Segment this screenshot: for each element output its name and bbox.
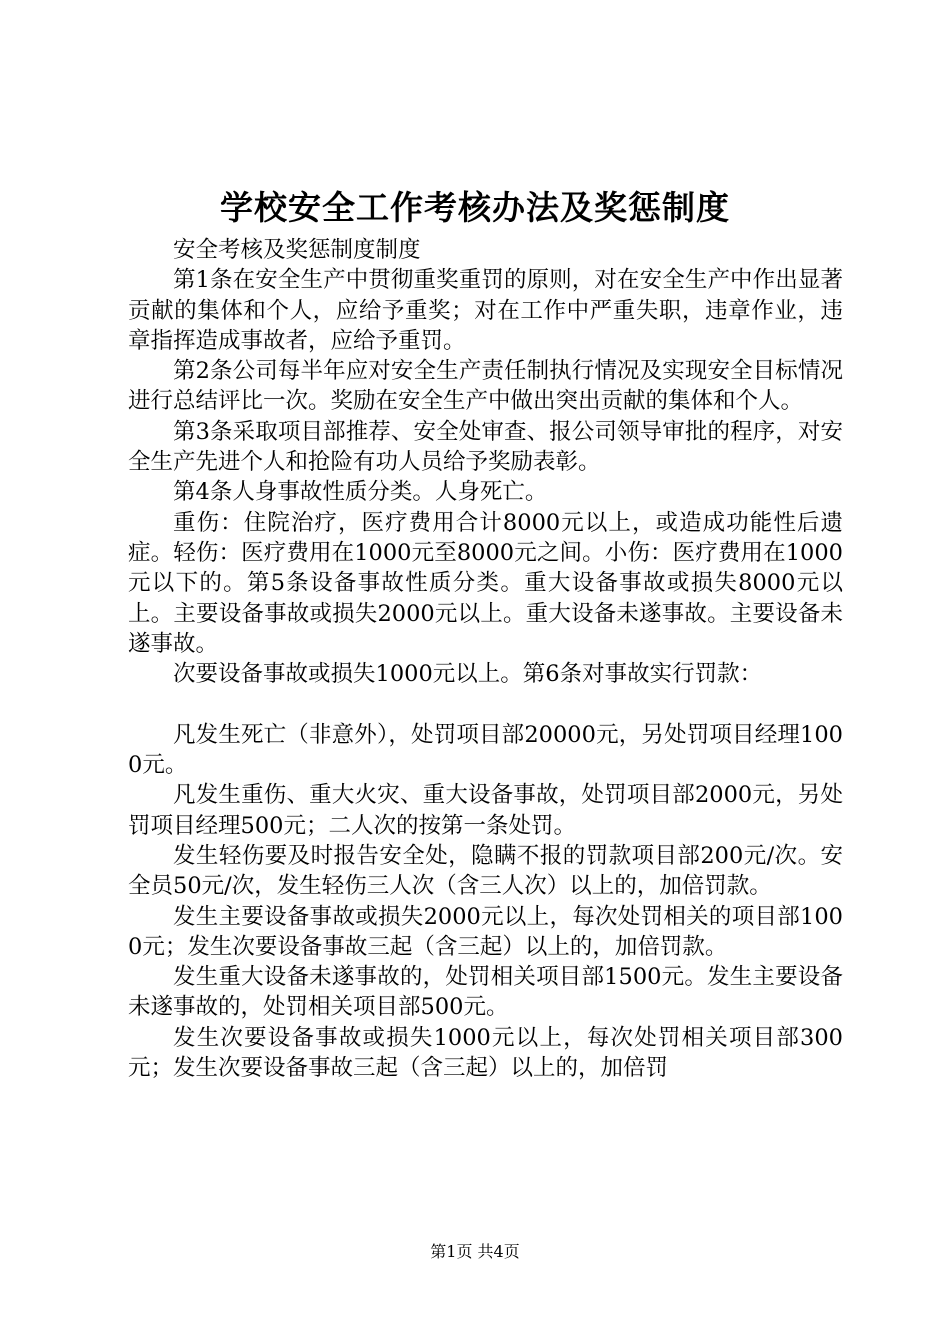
paragraph-penalty-death: 凡发生死亡（非意外），处罚项目部20000元，另处罚项目经理1000元。 [128,721,843,779]
document-title: 学校安全工作考核办法及奖惩制度 [220,188,730,227]
paragraph-penalty-near-miss: 发生重大设备未遂事故的，处罚相关项目部1500元。发生主要设备未遂事故的，处罚相关项目部500元。 [128,964,843,1021]
paragraph-article-6-intro: 次要设备事故或损失1000元以上。第6条对事故实行罚款： [173,661,763,688]
paragraph-article-2: 第2条公司每半年应对安全生产责任制执行情况及实现安全目标情况进行总结评比一次。奖励在安全生产中做出突出贡献的集体和个人。 [128,358,843,415]
paragraph-injury-classes: 重伤：住院治疗，医疗费用合计8000元以上，或造成功能性后遗症。轻伤：医疗费用在1000元至8000元之间。小伤：医疗费用在1000元以下的。第5条设备事故性质分类。重大设备事故或损失8000元以上。主要设备事故或损失2000元以上。重大设备未遂事故。主要设备未遂事故。 [128,509,843,657]
paragraph-article-4: 第4条人身事故性质分类。人身死亡。 [173,479,548,506]
paragraph-penalty-major-equipment: 发生主要设备事故或损失2000元以上，每次处罚相关的项目部1000元；发生次要设备事故三起（含三起）以上的，加倍罚款。 [128,903,843,960]
paragraph-article-1: 第1条在安全生产中贯彻重奖重罚的原则，对在安全生产中作出显著贡献的集体和个人，应给予重奖；对在工作中严重失职，违章作业，违章指挥造成事故者，应给予重罚。 [128,267,843,354]
paragraph-penalty-serious: 凡发生重伤、重大火灾、重大设备事故，处罚项目部2000元，另处罚项目经理500元；二人次的按第一条处罚。 [128,782,843,839]
paragraph-subtitle: 安全考核及奖惩制度制度 [173,237,421,263]
page-footer: 第1页 共4页 [430,1242,520,1261]
paragraph-penalty-minor-equipment: 发生次要设备事故或损失1000元以上，每次处罚相关项目部300元；发生次要设备事故三起（含三起）以上的，加倍罚 [128,1024,843,1082]
document-body [128,235,843,1083]
paragraph-penalty-minor-injury: 发生轻伤要及时报告安全处，隐瞒不报的罚款项目部200元/次。安全员50元/次，发生轻伤三人次（含三人次）以上的，加倍罚款。 [128,842,843,900]
paragraph-spacer [128,689,843,719]
paragraph-article-3: 第3条采取项目部推荐、安全处审查、报公司领导审批的程序，对安全生产先进个人和抢险有功人员给予奖励表彰。 [128,418,843,476]
